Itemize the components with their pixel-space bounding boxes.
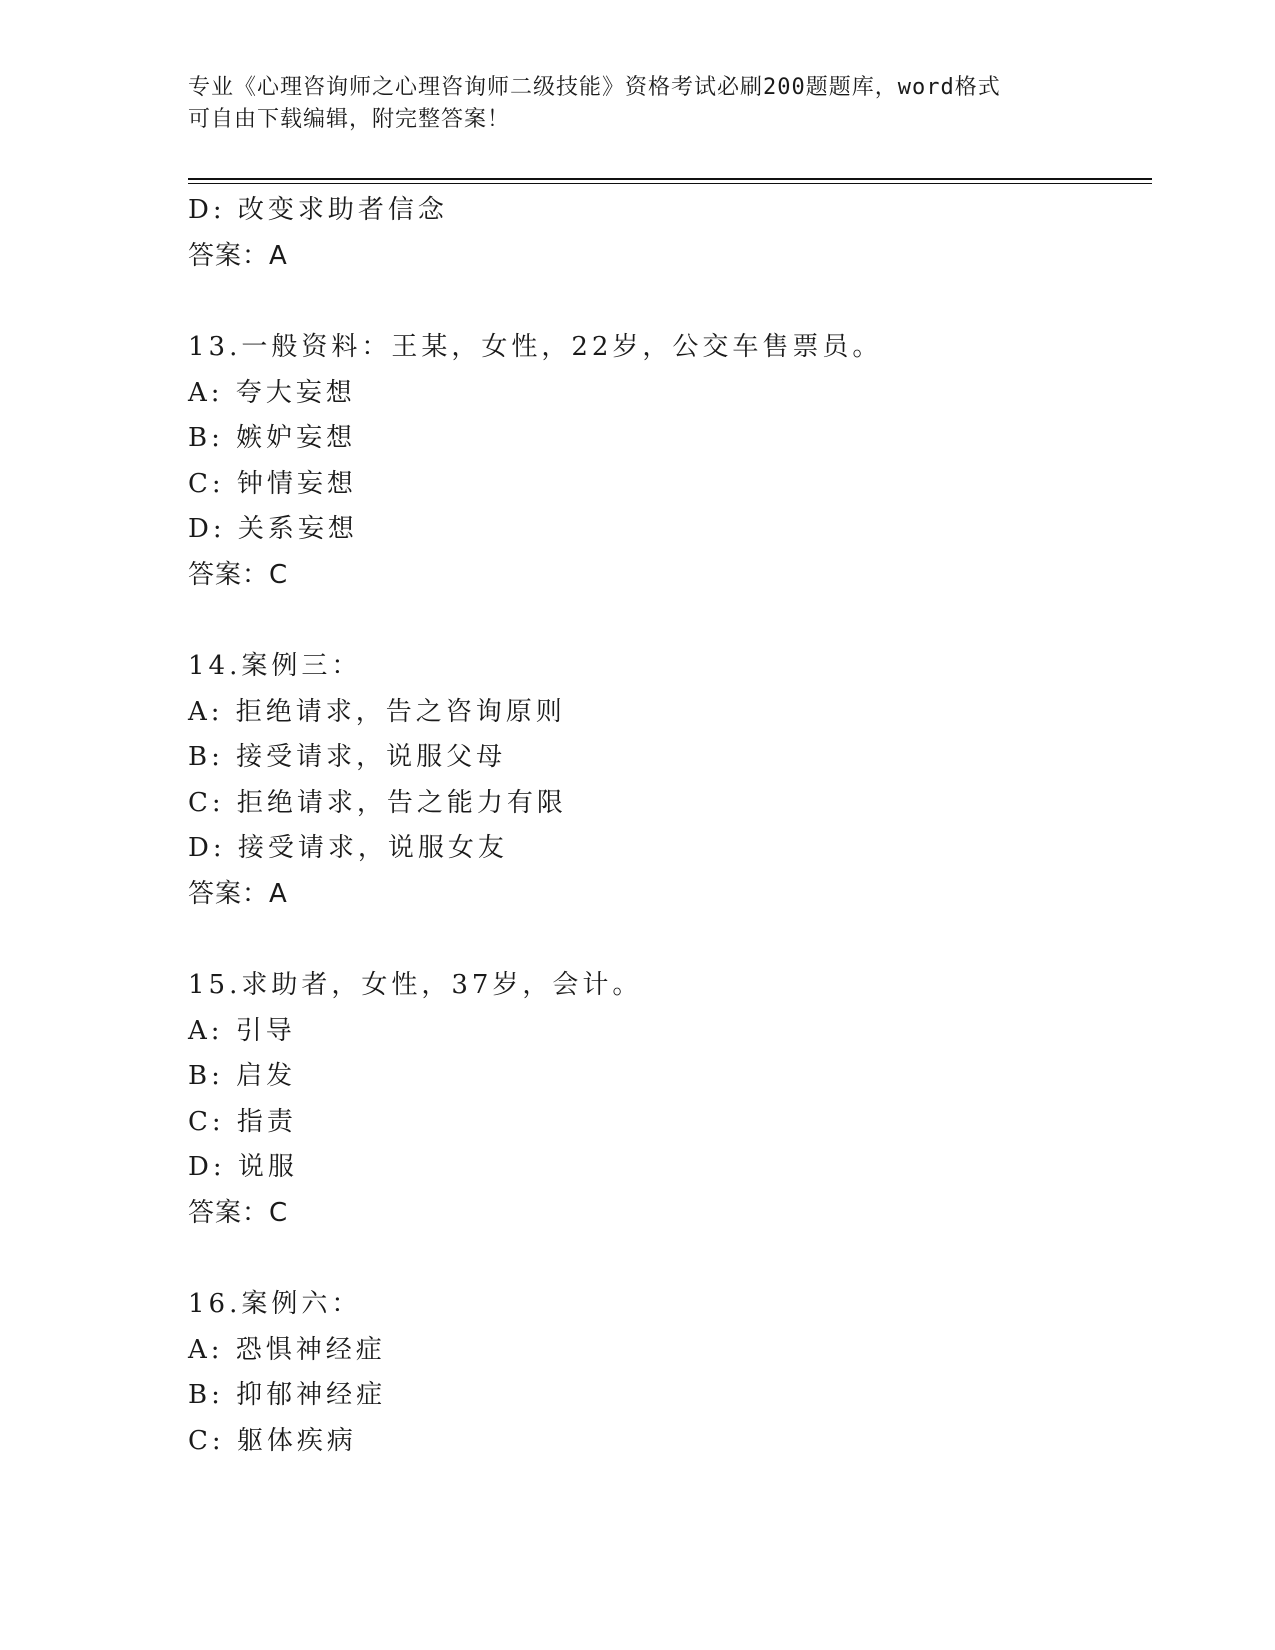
question-block-14 (188, 644, 1148, 917)
answer-line: 答案：C (188, 559, 289, 590)
option-c: C: 躯体疾病 (188, 1425, 357, 1456)
answer-line: 答案：C (188, 1197, 289, 1228)
answer-line: 答案：A (188, 878, 288, 909)
option-a: A: 拒绝请求，告之咨询原则 (188, 696, 566, 727)
option-d: D: 改变求助者信念 (188, 195, 448, 225)
option-c: C: 拒绝请求，告之能力有限 (188, 787, 567, 818)
header-rule-thick (188, 178, 1152, 180)
question-block-13 (188, 325, 1148, 598)
option-d: D: 接受请求，说服女友 (188, 833, 508, 863)
question-text: 15.求助者，女性，37岁，会计。 (188, 970, 643, 1000)
option-a: A: 夸大妄想 (188, 377, 356, 408)
question-text: 16.案例六： (188, 1289, 362, 1319)
option-b: B: 启发 (188, 1061, 297, 1091)
header-line-1: 专业《心理咨询师之心理咨询师二级技能》资格考试必刷200题题库，word格式 (188, 75, 1001, 100)
document-header (188, 72, 1088, 136)
answer-line: 答案：A (188, 240, 288, 271)
question-block-12 (188, 188, 1148, 279)
option-d: D: 关系妄想 (188, 514, 358, 544)
question-block-16 (188, 1282, 1148, 1464)
option-c: C: 钟情妄想 (188, 468, 357, 499)
header-rule-thin (188, 183, 1152, 184)
option-a: A: 恐惧神经症 (188, 1334, 386, 1365)
option-b: B: 抑郁神经症 (188, 1380, 387, 1410)
option-a: A: 引导 (188, 1015, 296, 1046)
option-b: B: 接受请求，说服父母 (188, 742, 507, 772)
question-text: 14.案例三： (188, 651, 362, 681)
question-text: 13.一般资料：王某，女性，22岁，公交车售票员。 (188, 332, 883, 362)
header-line-2: 可自由下载编辑，附完整答案！ (188, 107, 511, 132)
option-b: B: 嫉妒妄想 (188, 423, 357, 453)
question-block-15 (188, 963, 1148, 1236)
question-list (188, 188, 1148, 1464)
option-d: D: 说服 (188, 1152, 298, 1182)
option-c: C: 指责 (188, 1106, 297, 1137)
